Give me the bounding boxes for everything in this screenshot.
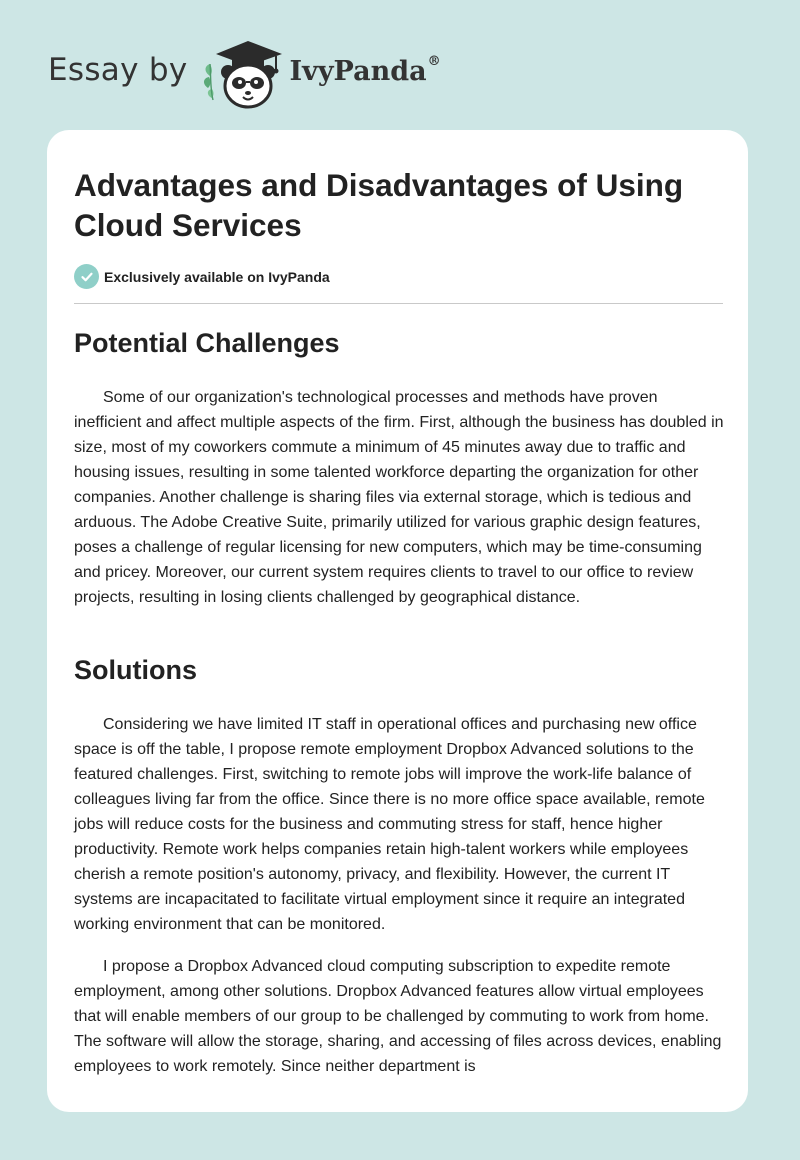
title-divider xyxy=(74,303,723,304)
brand-prefix: Essay by xyxy=(48,52,188,88)
exclusive-badge-label: Exclusively available on IvyPanda xyxy=(104,268,330,285)
brand-name[interactable]: IvyPanda® xyxy=(289,53,441,87)
panda-logo-icon[interactable] xyxy=(202,36,288,110)
checkmark-icon xyxy=(74,264,99,289)
exclusive-badge xyxy=(74,264,330,289)
paragraph-solutions-2: I propose a Dropbox Advanced cloud computing subscription to expedite remote employment, among other solutions. Dropbox Advanced features allow virtual employees that will enable members of our group to be challenged by commuting to work from home. The software will allow the storage, sharing, and accessing of files across devices, enabling employees to work remotely. Since neither department is xyxy=(74,958,722,1075)
essay-title: Advantages and Disadvantages of Using Cloud Services xyxy=(74,167,684,243)
brand-header xyxy=(48,36,441,110)
section-heading-solutions: Solutions xyxy=(74,655,197,685)
essay-card xyxy=(47,130,748,1112)
paragraph-solutions-1: Considering we have limited IT staff in operational offices and purchasing new office space is off the table, I propose remote employment Dropbox Advanced solutions to the featured challenges. First, switching to remote jobs will improve the work-life balance of colleagues living far from the office. Since there is no more office space available, remote jobs will reduce costs for the business and commuting stress for staff, hence higher productivity. Remote work helps companies retain high-talent workers while employees cherish a remote position's autonomy, privacy, and flexibility. However, the current IT systems are incapacitated to facilitate virtual employment since it require an integrated working environment that can be monitored. xyxy=(74,716,705,933)
paragraph-challenges: Some of our organization's technological processes and methods have proven inefficient and affect multiple aspects of the firm. First, although the business has doubled in size, most of my coworkers commute a minimum of 45 minutes away due to traffic and housing issues, resulting in some talented workforce departing the organization for other companies. Another challenge is sharing files via external storage, which is tedious and arduous. The Adobe Creative Suite, primarily utilized for various graphic design features, poses a challenge of regular licensing for new computers, which may be time-consuming and pricey. Moreover, our current system requires clients to travel to our office to review projects, resulting in losing clients challenged by geographical distance. xyxy=(74,389,724,606)
section-heading-potential-challenges: Potential Challenges xyxy=(74,328,340,358)
registered-mark: ® xyxy=(427,53,441,69)
